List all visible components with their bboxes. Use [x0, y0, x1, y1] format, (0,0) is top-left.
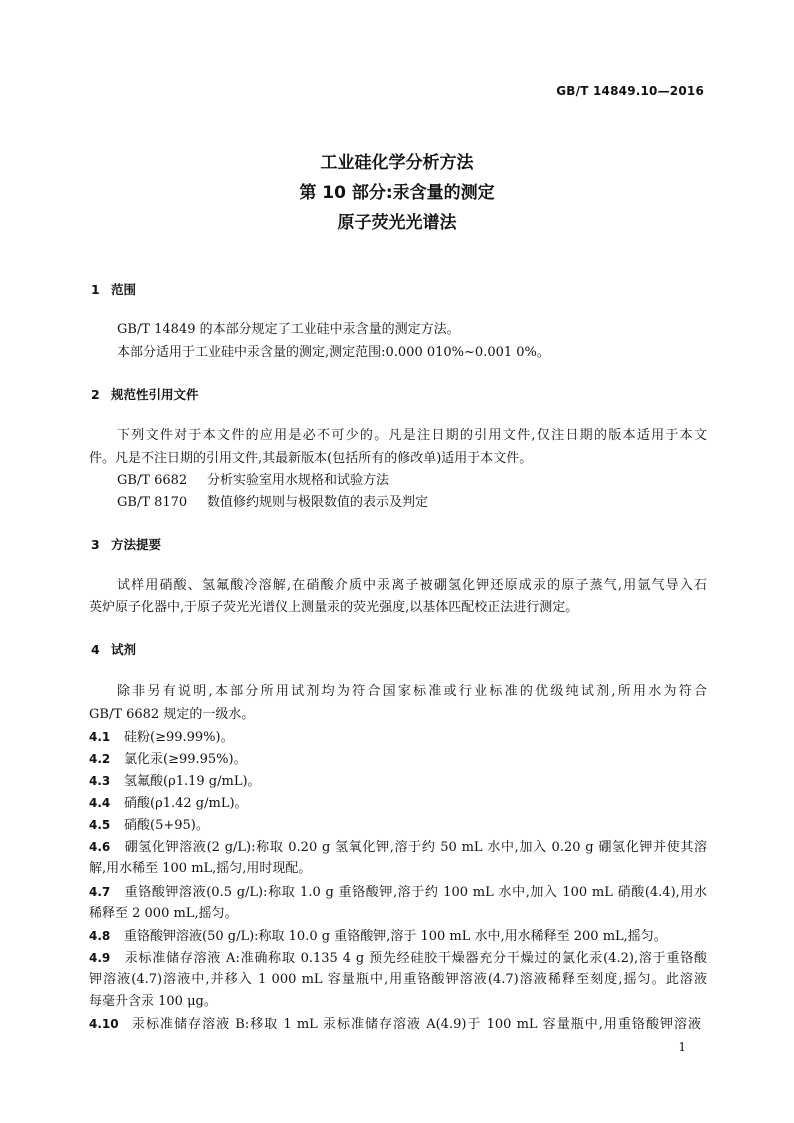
- item-number: 4.5: [89, 818, 111, 832]
- reference-code: GB/T 8170: [117, 495, 188, 510]
- section-title: 试剂: [111, 642, 137, 657]
- paragraph-line: 下列文件对于本文件的应用是必不可少的。凡是注日期的引用文件,仅注日期的版本适用于本文: [117, 428, 707, 443]
- reference-item: [117, 495, 707, 511]
- list-item: [89, 729, 707, 746]
- paragraph-line: 除非另有说明,本部分所用试剂均为符合国家标准或行业标准的优级纯试剂,所用水为符合: [117, 684, 707, 699]
- title-line-2: 第 10 部分:汞含量的测定: [299, 183, 495, 203]
- list-item: [89, 817, 707, 834]
- section-number: 2: [91, 387, 100, 402]
- item-text: 重铬酸钾溶液(0.5 g/L):称取 1.0 g 重铬酸钾,溶于约 100 mL 水中,加入 100 mL 硝酸(4.4),用水: [124, 885, 707, 900]
- list-item: [89, 884, 707, 901]
- list-item: [89, 950, 707, 967]
- section-title: 范围: [111, 282, 137, 297]
- section-2-heading: [91, 387, 199, 403]
- item-number: 4.9: [89, 951, 111, 965]
- paragraph-line: 钾溶液(4.7)溶液中,并移入 1 000 mL 容量瓶中,用重铬酸钾溶液(4.7)溶液稀释至刻度,摇匀。此溶液: [89, 972, 707, 987]
- paragraph-line: 英炉原子化器中,于原子荧光光谱仪上测量汞的荧光强度,以基体匹配校正法进行测定。: [89, 600, 579, 615]
- item-number: 4.10: [89, 1017, 119, 1031]
- item-text: 硼氢化钾溶液(2 g/L):称取 0.20 g 氢氧化钾,溶于约 50 mL 水中,加入 0.20 g 硼氢化钾并使其溶: [124, 840, 707, 855]
- section-3-heading: [91, 537, 161, 553]
- list-item: [89, 751, 707, 768]
- section-number: 1: [91, 282, 100, 297]
- item-text: 硝酸(ρ1.42 g/mL)。: [124, 796, 248, 811]
- title-line-1: 工业硅化学分析方法: [320, 153, 474, 173]
- item-text: 汞标准储存溶液 B:移取 1 mL 汞标准储存溶液 A(4.9)于 100 mL 容量瓶中,用重铬酸钾溶液: [131, 1017, 701, 1032]
- item-number: 4.6: [89, 840, 111, 854]
- paragraph-line: GB/T 14849 的本部分规定了工业硅中汞含量的测定方法。: [117, 322, 460, 337]
- item-number: 4.4: [89, 796, 111, 810]
- page-number: 1: [678, 1040, 686, 1054]
- item-text: 氯化汞(≥99.95%)。: [124, 752, 247, 767]
- item-number: 4.7: [89, 885, 111, 899]
- section-4-heading: [91, 642, 136, 658]
- item-number: 4.3: [89, 774, 111, 788]
- section-title: 方法提要: [111, 537, 162, 552]
- list-item: [89, 928, 707, 945]
- paragraph-line: 解,用水稀至 100 mL,摇匀,用时现配。: [89, 861, 312, 876]
- list-item: [89, 839, 707, 856]
- paragraph-line: GB/T 6682 规定的一级水。: [89, 707, 255, 722]
- section-title: 规范性引用文件: [111, 387, 199, 402]
- item-text: 重铬酸钾溶液(50 g/L):称取 10.0 g 重铬酸钾,溶于 100 mL 水中,用水稀释至 200 mL,摇匀。: [124, 929, 667, 944]
- reference-code: GB/T 6682: [117, 473, 188, 488]
- item-text: 硅粉(≥99.99%)。: [124, 730, 234, 745]
- item-number: 4.1: [89, 730, 111, 744]
- section-1-heading: [91, 282, 136, 298]
- item-text: 氢氟酸(ρ1.19 g/mL)。: [124, 774, 261, 789]
- list-item: [89, 773, 707, 790]
- reference-title: 数值修约规则与极限数值的表示及判定: [207, 495, 429, 510]
- reference-item: [117, 473, 707, 489]
- paragraph-line: 件。凡是不注日期的引用文件,其最新版本(包括所有的修改单)适用于本文件。: [89, 451, 533, 466]
- paragraph-line: 试样用硝酸、氢氟酸冷溶解,在硝酸介质中汞离子被硼氢化钾还原成汞的原子蒸气,用氩气导入石: [117, 578, 707, 593]
- item-number: 4.2: [89, 752, 111, 766]
- section-number: 4: [91, 642, 100, 657]
- item-number: 4.8: [89, 929, 111, 943]
- list-item: [89, 1016, 701, 1033]
- list-item: [89, 795, 707, 812]
- standard-code: GB/T 14849.10—2016: [556, 84, 704, 98]
- paragraph-line: 每毫升含汞 100 μg。: [89, 994, 217, 1009]
- section-number: 3: [91, 537, 100, 552]
- paragraph-line: 稀释至 2 000 mL,摇匀。: [89, 906, 238, 921]
- reference-title: 分析实验室用水规格和试验方法: [207, 473, 390, 488]
- item-text: 硝酸(5+95)。: [124, 818, 209, 833]
- item-text: 汞标准储存溶液 A:准确称取 0.135 4 g 预先经硅胶干燥器充分干燥过的氯化汞(4.2),溶于重铬酸: [124, 951, 707, 966]
- title-line-3: 原子荧光光谱法: [337, 213, 457, 233]
- document-title: [0, 148, 794, 238]
- paragraph-line: 本部分适用于工业硅中汞含量的测定,测定范围:0.000 010%~0.001 0%。: [117, 345, 550, 360]
